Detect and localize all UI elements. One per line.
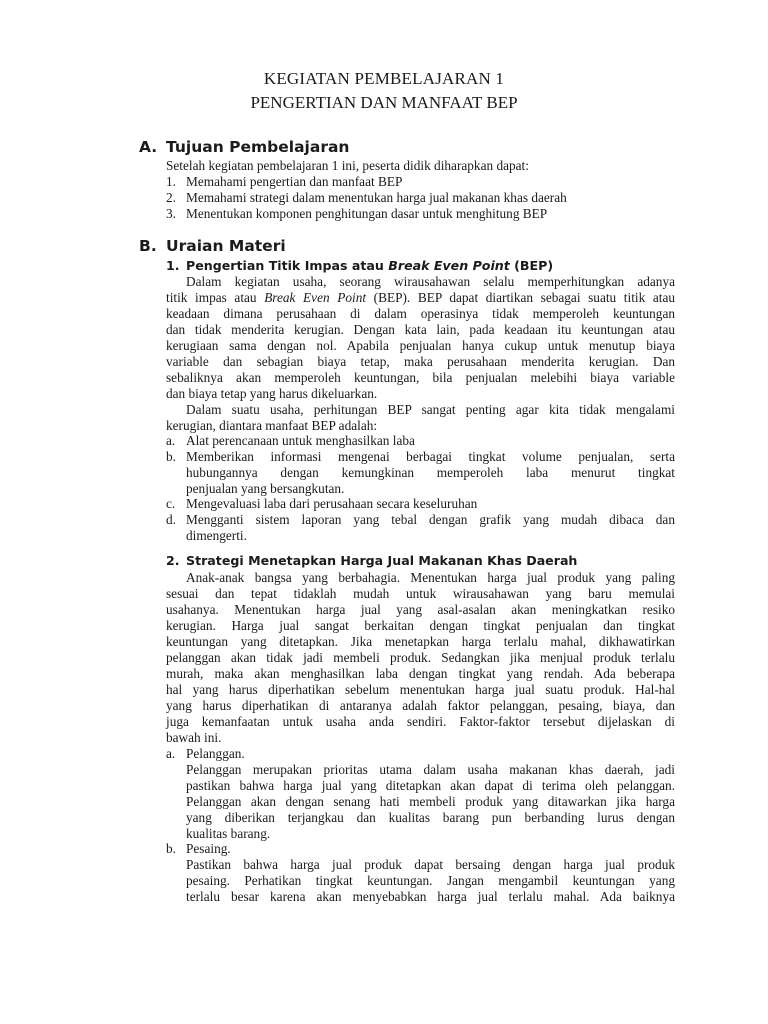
paragraph-line: sebaliknya akan memperoleh keuntungan, bila penjualan melebihi biaya variable (166, 370, 675, 385)
list-item (166, 746, 245, 762)
paragraph-line: hal yang harus diperhatikan sebelum menentukan harga jual suatu produk. Hal-hal (166, 682, 675, 697)
subsection-number: 1. (166, 258, 180, 273)
subsection-title-post: (BEP) (509, 258, 554, 273)
list-text: Memahami strategi dalam menentukan harga jual makanan khas daerah (186, 190, 567, 205)
list-line: kualitas barang. (186, 826, 271, 841)
list-number: 2. (166, 190, 176, 205)
list-letter: b. (166, 449, 176, 464)
list-letter: c. (166, 496, 176, 511)
paragraph-line: yang harus diperhatikan di antaranya adalah faktor pelanggan, pesaing, biaya, dan (166, 698, 675, 713)
list-line: Memberikan informasi mengenai berbagai tingkat volume penjualan, serta (186, 449, 675, 464)
section-a-heading (139, 138, 349, 156)
section-title: Uraian Materi (166, 237, 286, 255)
text-run: titik impas atau (166, 290, 265, 305)
list-item (166, 449, 186, 465)
list-text: Memahami pengertian dan manfaat BEP (186, 174, 403, 189)
list-line: dimengerti. (186, 528, 247, 543)
subsection-title-pre: Pengertian Titik Impas atau (186, 258, 389, 273)
paragraph-line: dan biaya tetap yang harus dikeluarkan. (166, 386, 378, 401)
paragraph-line: keuntungan yang ditetapkan. Jika menetapkan harga terlalu mahal, dikhawatirkan (166, 634, 675, 649)
list-letter: a. (166, 746, 176, 761)
section-a-intro: Setelah kegiatan pembelajaran 1 ini, peserta didik diharapkan dapat: (166, 158, 529, 173)
list-label: Pelanggan. (186, 746, 245, 761)
section-title: Tujuan Pembelajaran (166, 138, 350, 156)
subsection-title-italic: Break Even Point (388, 258, 510, 273)
list-line: pastikan bahwa harga jual yang ditetapkan akan dapat di terima oleh pelanggan. (186, 778, 675, 793)
list-item (166, 841, 231, 857)
paragraph-line: kerugian. Harga jual sangat berkaitan dengan tingkat penjualan dan tingkat (166, 618, 675, 633)
section-letter: B. (139, 237, 157, 255)
paragraph-line: Anak-anak bangsa yang berbahagia. Menentukan harga jual produk yang paling (186, 570, 675, 585)
paragraph-line: usahanya. Menentukan harga jual yang asal-asalan akan meningkatkan resiko (166, 602, 675, 617)
subsection-2-heading (166, 553, 577, 568)
text-run-italic: Break Even Point (264, 290, 367, 305)
list-text: Mengevaluasi laba dari perusahaan secara keseluruhan (186, 496, 478, 511)
list-letter: b. (166, 841, 176, 856)
paragraph-line: Dalam suatu usaha, perhitungan BEP sangat penting agar kita tidak mengalami (186, 402, 675, 417)
list-number: 3. (166, 206, 176, 221)
list-number: 1. (166, 174, 176, 189)
list-item (166, 190, 567, 206)
paragraph-line: Dalam kegiatan usaha, seorang wirausahawan selalu memperhitungkan adanya (186, 274, 675, 289)
paragraph-line (166, 290, 675, 306)
list-line: Mengganti sistem laporan yang tebal dengan grafik yang mudah dibaca dan (186, 512, 675, 527)
list-line: Pastikan bahwa harga jual produk dapat bersaing dengan harga jual produk (186, 857, 675, 872)
list-item (166, 512, 186, 528)
list-line: hubungannya dengan kemungkinan memperoleh laba menurut tingkat (186, 465, 675, 480)
list-item (166, 433, 415, 449)
list-item (166, 496, 477, 512)
paragraph-line: keadaan dimana perusahaan di dalam operasinya tidak memperoleh keuntungan (166, 306, 675, 321)
paragraph-line: murah, maka akan menghasilkan laba dengan tingkat yang rendah. Ada beberapa (166, 666, 675, 681)
text-run: (BEP). BEP dapat diartikan sebagai suatu titik atau (366, 290, 675, 305)
list-line: Pelanggan akan dengan senang hati membeli produk yang ditawarkan jika harga (186, 794, 675, 809)
list-text: Alat perencanaan untuk menghasilkan laba (186, 433, 415, 448)
list-line: penjualan yang bersangkutan. (186, 481, 345, 496)
list-letter: d. (166, 512, 176, 527)
paragraph-line: bawah ini. (166, 730, 222, 745)
list-item (166, 174, 402, 190)
list-item (166, 206, 547, 222)
paragraph-line: sesuai dan tepat tidaklah mudah untuk wirausahawan yang baru memulai (166, 586, 675, 601)
section-b-heading (139, 237, 286, 255)
subsection-1-heading (166, 258, 553, 273)
list-line: Pelanggan merupakan prioritas utama dalam usaha makanan khas daerah, jadi (186, 762, 675, 777)
list-label: Pesaing. (186, 841, 231, 856)
paragraph-line: variable dan sebagian biaya tetap, maka perusahaan menderita kerugian. Dan (166, 354, 675, 369)
page-title: KEGIATAN PEMBELAJARAN 1 (263, 69, 505, 88)
paragraph-line: dan tidak menderita kerugian. Dengan kata lain, pada keadaan itu keuntungan atau (166, 322, 675, 337)
paragraph-line: pelanggan akan tidak jadi membeli produk. Sedangkan jika menjual produk terlalu (166, 650, 675, 665)
paragraph-line: kerugiaan sama dengan nol. Apabila penjualan hanya cukup untuk menutup biaya (166, 338, 675, 353)
list-line: yang diberikan terjangkau dan kualitas barang pun berbanding lurus dengan (186, 810, 675, 825)
subsection-title: Strategi Menetapkan Harga Jual Makanan Khas Daerah (186, 553, 578, 568)
paragraph-line: juga kemanfaatan untuk usaha anda sendiri. Faktor-faktor tersebut dijelaskan di (166, 714, 675, 729)
list-line: pesaing. Perhatikan tingkat keuntungan. Jangan mengambil keuntungan yang (186, 873, 675, 888)
paragraph-line: kerugian, diantara manfaat BEP adalah: (166, 418, 378, 433)
subsection-number: 2. (166, 553, 180, 568)
section-letter: A. (139, 138, 158, 156)
list-text: Menentukan komponen penghitungan dasar untuk menghitung BEP (186, 206, 548, 221)
list-letter: a. (166, 433, 176, 448)
page-subtitle: PENGERTIAN DAN MANFAAT BEP (250, 93, 518, 112)
list-line: terlalu besar karena akan menyebabkan harga jual terlalu mahal. Ada baiknya (186, 889, 675, 904)
